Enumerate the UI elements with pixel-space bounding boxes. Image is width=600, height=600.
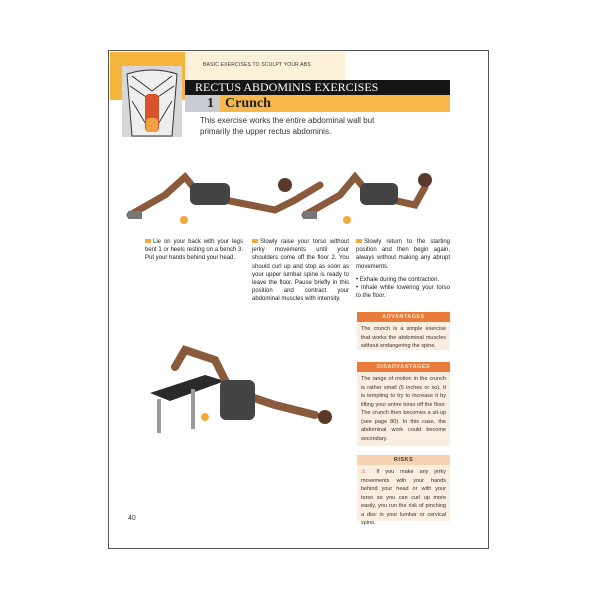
section-title: RECTUS ABDOMINIS EXERCISES: [185, 80, 450, 95]
photo-contracted-position: [303, 173, 432, 219]
disadvantages-header: DISADVANTAGES: [357, 362, 450, 372]
breathing-exhale: • Exhale during the contraction.: [356, 276, 440, 283]
breathing-inhale: • Inhale while lowering your torso to the floor.: [356, 285, 450, 300]
photo-label-1: [180, 216, 188, 224]
crunch-photos: [125, 165, 450, 227]
exercise-name: Crunch: [220, 95, 450, 112]
bullet-icon: [252, 239, 258, 243]
bullet-icon: [356, 239, 362, 243]
risks-header: RISKS: [357, 455, 450, 465]
intro-text: This exercise works the entire abdominal wall but primarily the upper rectus abdominis.: [200, 116, 375, 136]
photo-label-3: [201, 413, 209, 421]
advantages-header: ADVANTAGES: [357, 312, 450, 322]
page-number: 40: [128, 515, 136, 522]
running-title: BASIC EXERCISES TO SCULPT YOUR ABS: [203, 62, 311, 68]
step-2: Slowly raise your torso without jerky movements until your shoulders come off the floor 2. You should curl up and stop as soon as your upper lumbar spine is ready to leave the floor. Pause briefly in this position and contract your abdominal muscles with intensity.: [252, 239, 349, 303]
anatomy-illustration: [122, 66, 182, 137]
photo-label-2: [343, 216, 351, 224]
advantages-text: The crunch is a simple exercise that works the abdominal muscles without endangering the spine.: [357, 322, 450, 350]
disadvantages-text: The range of motion in the crunch is rather small (6 inches or so). It is tempting to try to increase it by lifting your entire torso off the floor. The crunch then becomes a sit-up (see page 80). In this case, the abdominal work could become secondary.: [357, 372, 450, 446]
step-1: Lie on your back with your legs bent 1 or heels resting on a bench 3. Put your hands behind your head.: [145, 239, 243, 262]
bench-crunch-photo: [145, 345, 360, 437]
risks-text: ⚠ If you make any jerky movements with your hands behind your head or with your torso so you can curl up more easily, you run the risk of pinching a disc in your lumbar or cervical spine.: [357, 465, 450, 521]
warning-icon: ⚠: [361, 469, 377, 475]
step-3: Slowly return to the starting position and then begin again, always without making any abrupt movements. • Exhale during the contraction. • Inhale while lowering your torso to the floor.: [356, 239, 450, 300]
exercise-number: 1: [185, 95, 220, 112]
bullet-icon: [145, 239, 151, 243]
photo-start-position: [128, 177, 320, 219]
